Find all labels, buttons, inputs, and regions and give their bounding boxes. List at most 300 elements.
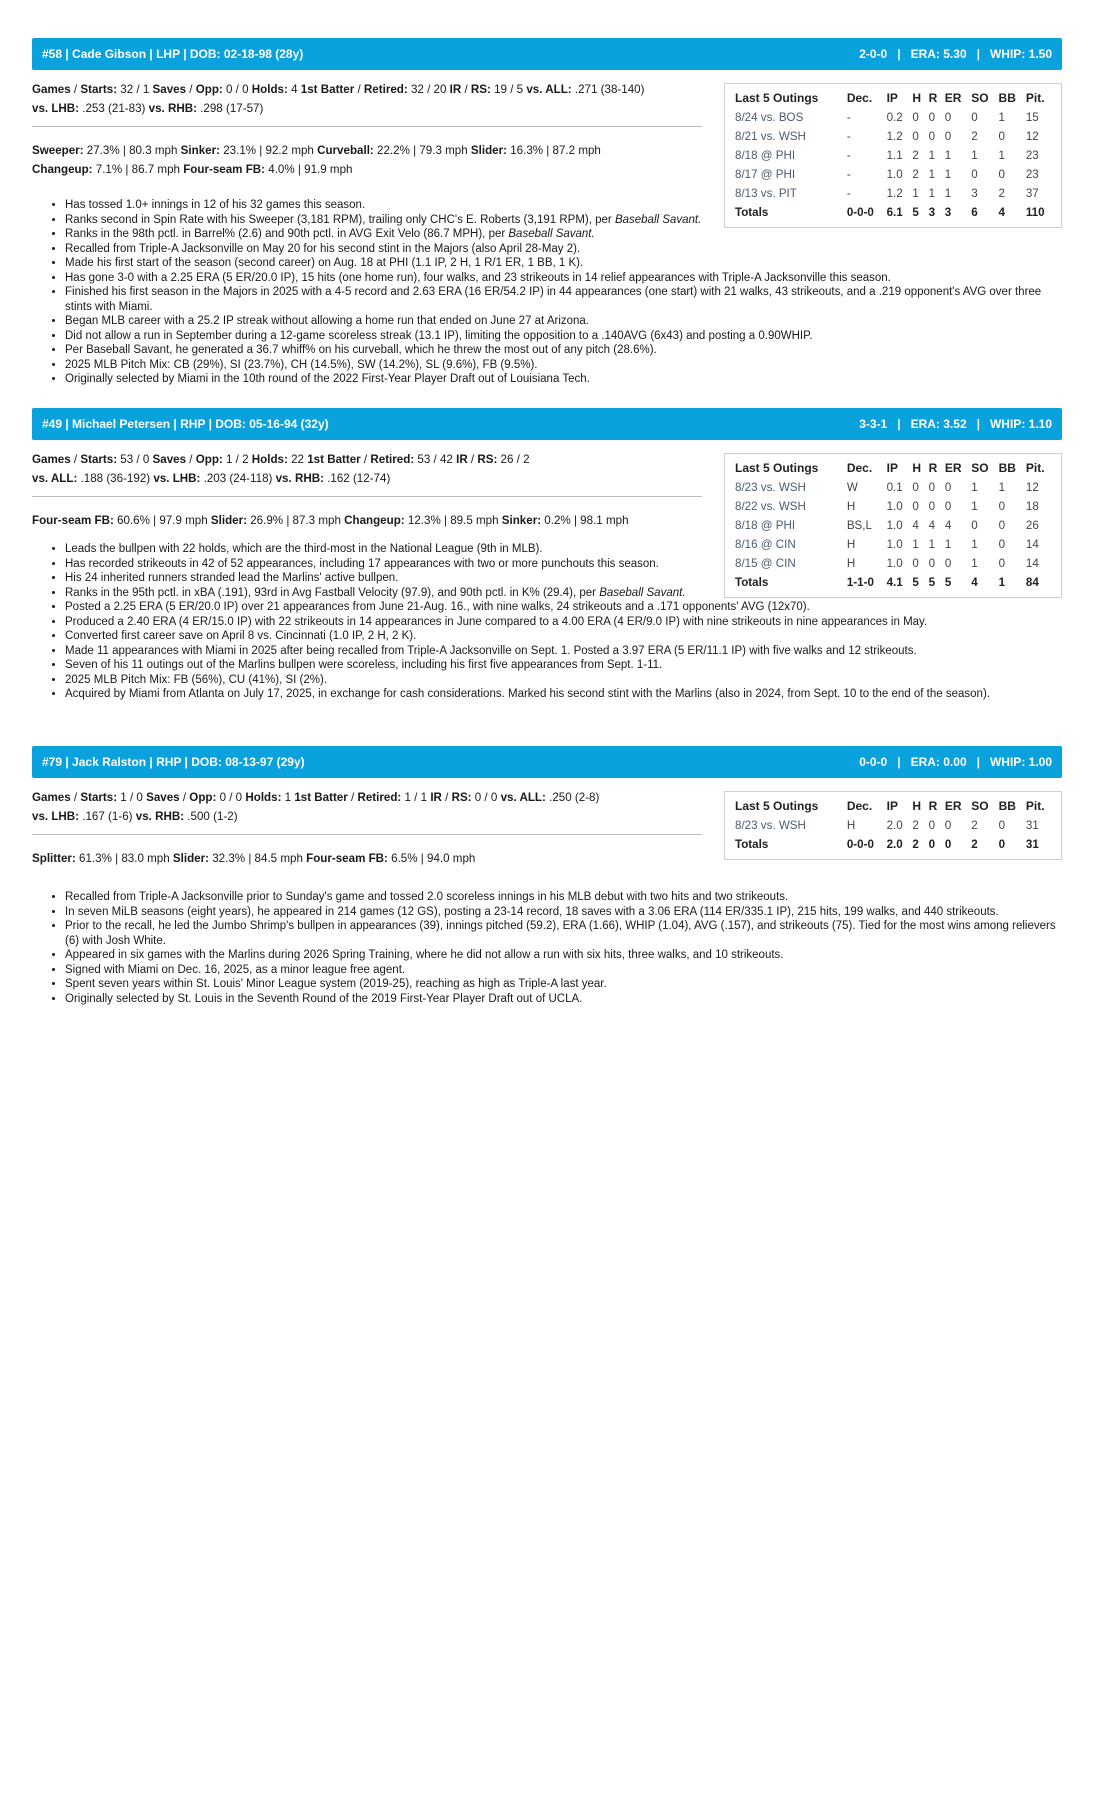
column-header: Pit. <box>1025 799 1045 813</box>
table-cell: 0 <box>944 111 952 124</box>
table-cell: 31 <box>1025 838 1039 851</box>
table-cell: 1 <box>971 557 978 570</box>
stat-key: Saves <box>152 453 187 466</box>
table-cell: 1 <box>998 576 1006 589</box>
table-cell: 0 <box>928 481 936 494</box>
stat-key: Starts: <box>80 83 118 96</box>
player-card-jack-ralston <box>32 746 1062 1006</box>
note-item: • Has recorded strikeouts in 42 of 52 appearances, including 17 appearances with two or more punchouts this season. <box>65 557 1062 572</box>
note-item: • Converted first career save on April 8 vs. Cincinnati (1.0 IP, 2 H, 2 K). <box>65 629 1062 644</box>
table-cell: 1.0 <box>886 519 903 532</box>
stat-key: / <box>179 791 190 804</box>
table-cell: 4 <box>912 519 919 532</box>
stat-value: .188 (36-192) <box>77 472 154 485</box>
stat-key: Curveball: <box>317 144 374 157</box>
table-cell: 1.2 <box>886 130 903 143</box>
table-cell: - <box>846 111 851 124</box>
stat-key: IR <box>430 791 442 804</box>
stat-key: vs. RHB: <box>135 810 185 823</box>
header-separator: | <box>897 417 901 431</box>
table-cell: 2 <box>998 187 1005 200</box>
stat-key: vs. LHB: <box>32 102 80 115</box>
table-cell: 1.1 <box>886 149 903 162</box>
table-cell: 1.0 <box>886 538 903 551</box>
note-item: • Ranks in the 98th pctl. in Barrel% (2.6) and 90th pctl. in AVG Exit Velo (86.7 MPH), per Baseball Savant. <box>65 227 1062 242</box>
note-item: • Acquired by Miami from Atlanta on July 17, 2025, in exchange for cash considerations. Marked his second stint with the Marlins (also in 2024, from Sept. 10 to the end of the season). <box>65 687 1062 702</box>
season-stats-line-1 <box>32 450 702 469</box>
table-cell: 0 <box>928 500 936 513</box>
player-era: ERA: 0.00 <box>910 755 967 769</box>
column-header: IP <box>886 799 898 813</box>
stat-key: Sinker: <box>180 144 220 157</box>
table-cell: 0 <box>912 481 919 494</box>
column-header: Last 5 Outings <box>735 461 819 475</box>
stat-key: / <box>186 453 196 466</box>
table-cell: 0 <box>928 111 936 124</box>
column-header: IP <box>886 461 898 475</box>
table-cell: 5 <box>912 576 919 589</box>
table-cell: 23 <box>1025 168 1039 181</box>
table-cell: 23 <box>1025 149 1039 162</box>
stat-value: .298 (17-57) <box>196 102 264 115</box>
stat-key: Saves <box>152 83 187 96</box>
stat-value: .253 (21-83) <box>79 102 149 115</box>
table-cell: 0 <box>998 557 1006 570</box>
header-separator: | <box>897 755 901 769</box>
table-cell: 0-0-0 <box>846 838 874 851</box>
stat-value: .167 (1-6) <box>79 810 136 823</box>
table-cell: 3 <box>971 187 978 200</box>
stat-value: 53 / 42 <box>414 453 457 466</box>
table-row <box>733 184 1053 203</box>
table-header-row <box>733 796 1053 816</box>
outing-date-cell: 8/21 vs. WSH <box>735 130 806 143</box>
stat-key: RS: <box>451 791 472 804</box>
table-cell: 2 <box>912 149 919 162</box>
column-header: Dec. <box>846 799 873 813</box>
column-header: BB <box>998 91 1016 105</box>
table-cell: 4 <box>971 576 978 589</box>
stat-value: 1 / 1 <box>401 791 431 804</box>
note-item: • Spent seven years within St. Louis' Minor League system (2019-25), reaching as high as Triple-A last year. <box>65 977 1062 992</box>
table-row <box>733 165 1053 184</box>
stat-value: 0 / 0 <box>222 83 252 96</box>
stat-value: 1 / 2 <box>222 453 252 466</box>
player-header-stats <box>859 417 1052 431</box>
stat-key: Retired: <box>357 791 402 804</box>
table-row <box>733 146 1053 165</box>
header-separator: | <box>976 417 980 431</box>
stat-key: Splitter: <box>32 852 76 865</box>
stat-key: Holds: <box>251 83 288 96</box>
table-cell: 1 <box>912 538 919 551</box>
stat-key: / <box>70 453 81 466</box>
table-cell: 1 <box>944 168 952 181</box>
stat-key: Slider: <box>470 144 507 157</box>
stat-key: / <box>467 453 478 466</box>
table-cell: 1-1-0 <box>846 576 874 589</box>
stat-key: Sinker: <box>501 514 542 527</box>
table-cell: 0-0-0 <box>846 206 874 219</box>
table-cell: 1 <box>998 481 1006 494</box>
last-5-outings-table <box>724 453 1062 598</box>
table-row <box>733 127 1053 146</box>
column-header: SO <box>971 461 989 475</box>
stat-key: Opp: <box>189 791 217 804</box>
outing-date-cell: 8/17 @ PHI <box>735 168 796 181</box>
stat-key: / <box>70 83 81 96</box>
table-cell: - <box>846 130 851 143</box>
player-header-stats <box>859 47 1052 61</box>
table-cell: 2 <box>912 838 919 851</box>
stat-key: Holds: <box>251 453 288 466</box>
table-cell: 0 <box>944 557 952 570</box>
table-cell: 0 <box>998 519 1006 532</box>
column-header: H <box>912 799 922 813</box>
table-cell: H <box>846 557 856 570</box>
note-item: • Recalled from Triple-A Jacksonville on May 20 for his second stint in the Majors (also April 28-May 2). <box>65 242 1062 257</box>
player-header-title: #49 | Michael Petersen | RHP | DOB: 05-16-94 (32y) <box>42 417 329 431</box>
divider <box>32 834 702 835</box>
table-cell: 0 <box>944 481 952 494</box>
player-header-bar <box>32 746 1062 778</box>
stat-value: 32.3% | 84.5 mph <box>209 852 307 865</box>
stat-key: vs. RHB: <box>275 472 324 485</box>
note-item: • Made his first start of the season (second career) on Aug. 18 at PHI (1.1 IP, 2 H, 1 R/1 ER, 1 BB, 1 K). <box>65 256 1062 271</box>
table-cell: 1 <box>912 187 919 200</box>
table-cell: - <box>846 168 851 181</box>
outing-date-cell: 8/23 vs. WSH <box>735 481 806 494</box>
outings-table <box>733 458 1053 592</box>
note-item: • Originally selected by St. Louis in the Seventh Round of the 2019 First-Year Player Draft out of UCLA. <box>65 992 1062 1007</box>
table-cell: 0 <box>912 111 919 124</box>
table-cell: 15 <box>1025 111 1039 124</box>
table-cell: 4.1 <box>886 576 903 589</box>
table-cell: W <box>846 481 858 494</box>
pitch-mix-line-1 <box>32 511 702 530</box>
outing-date-cell: 8/24 vs. BOS <box>735 111 804 124</box>
stat-key: IR <box>449 83 462 96</box>
totals-row <box>733 573 1053 592</box>
stat-key: 1st Batter <box>307 453 361 466</box>
table-cell: 1.2 <box>886 187 903 200</box>
table-cell: 0 <box>944 819 952 832</box>
outings-table <box>733 796 1053 854</box>
outing-date-cell: 8/18 @ PHI <box>735 519 796 532</box>
note-item: • His 24 inherited runners stranded lead the Marlins' active bullpen. <box>65 571 1062 586</box>
stat-key: Four-seam FB: <box>183 163 266 176</box>
player-whip: WHIP: 1.00 <box>989 755 1052 769</box>
stat-key: Games <box>32 791 71 804</box>
stat-key: IR <box>456 453 468 466</box>
stat-key: vs. ALL: <box>526 83 572 96</box>
season-stats-line-1 <box>32 788 702 807</box>
stat-key: Slider: <box>172 852 209 865</box>
column-header: SO <box>971 91 989 105</box>
stat-value: 12.3% | 89.5 mph <box>404 514 502 527</box>
table-cell: 5 <box>944 576 952 589</box>
stat-value: .500 (1-2) <box>184 810 238 823</box>
table-cell: 2 <box>971 130 978 143</box>
table-cell: 31 <box>1025 819 1039 832</box>
stat-value: 53 / 0 <box>117 453 153 466</box>
note-item: • Finished his first season in the Majors in 2025 with a 4-5 record and 2.63 ERA (16 ER/54.2 IP) in 44 appearances (one start) with 21 walks, 43 strikeouts, and a .219 opponent's AVG over three stints with Miami. <box>65 285 1062 314</box>
outing-date-cell: Totals <box>735 838 769 851</box>
note-item: • Recalled from Triple-A Jacksonville prior to Sunday's game and tossed 2.0 scoreless innings in his MLB debut with two hits and two strikeouts. <box>65 890 1062 905</box>
stat-key: Games <box>32 453 71 466</box>
note-item: • Has tossed 1.0+ innings in 12 of his 32 games this season. <box>65 198 1062 213</box>
column-header: ER <box>944 799 962 813</box>
outing-date-cell: Totals <box>735 576 769 589</box>
season-stats-line-2 <box>32 469 702 488</box>
table-cell: 14 <box>1025 538 1039 551</box>
stat-value: 26 / 2 <box>497 453 530 466</box>
player-whip: WHIP: 1.10 <box>989 417 1052 431</box>
table-cell: 0 <box>944 838 952 851</box>
player-card-michael-petersen <box>32 408 1062 702</box>
table-cell: 1 <box>971 149 978 162</box>
note-item: • 2025 MLB Pitch Mix: FB (56%), CU (41%), SI (2%). <box>65 673 1062 688</box>
player-notes-list <box>32 890 1062 1006</box>
table-cell: 2 <box>971 819 978 832</box>
player-record: 2-0-0 <box>859 47 888 61</box>
stat-key: Starts: <box>80 453 118 466</box>
player-header-bar <box>32 408 1062 440</box>
table-cell: 1 <box>944 187 952 200</box>
pitch-mix-line-1 <box>32 849 702 868</box>
outing-date-cell: 8/13 vs. PIT <box>735 187 797 200</box>
divider <box>32 496 702 497</box>
player-record: 3-3-1 <box>859 417 888 431</box>
stat-key: vs. ALL: <box>500 791 546 804</box>
column-header: IP <box>886 91 898 105</box>
table-row <box>733 535 1053 554</box>
stat-value: 0.2% | 98.1 mph <box>541 514 629 527</box>
outing-date-cell: 8/22 vs. WSH <box>735 500 806 513</box>
stat-key: Sweeper: <box>32 144 84 157</box>
table-cell: 2.0 <box>886 838 903 851</box>
table-cell: 1 <box>944 538 952 551</box>
column-header: H <box>912 461 922 475</box>
table-cell: 4 <box>998 206 1005 219</box>
stat-value: 23.1% | 92.2 mph <box>219 144 318 157</box>
table-cell: 0 <box>998 130 1005 143</box>
table-cell: 0 <box>971 111 978 124</box>
note-item: • Ranks in the 95th pctl. in xBA (.191), 93rd in Avg Fastball Velocity (97.9), and 90th pctl. in K% (29.4), per Baseball Savant. <box>65 586 1062 601</box>
stat-value: 32 / 1 <box>117 83 153 96</box>
note-item: • Per Baseball Savant, he generated a 36.7 whiff% on his curveball, which he threw the most out of any pitch (28.6%). <box>65 343 1062 358</box>
player-header-title: #58 | Cade Gibson | LHP | DOB: 02-18-98 (28y) <box>42 47 304 61</box>
note-item: • Ranks second in Spin Rate with his Sweeper (3,181 RPM), trailing only CHC's E. Roberts (3,191 RPM), per Baseball Savant. <box>65 213 1062 228</box>
stat-key: / <box>347 791 358 804</box>
stat-value: .250 (2-8) <box>545 791 600 804</box>
table-cell: 4 <box>944 519 952 532</box>
outing-date-cell: 8/15 @ CIN <box>735 557 796 570</box>
player-era: ERA: 3.52 <box>910 417 967 431</box>
stat-key: Four-seam FB: <box>32 514 114 527</box>
table-row <box>733 478 1053 497</box>
table-cell: H <box>846 500 856 513</box>
stat-key: Saves <box>146 791 180 804</box>
note-item: • Began MLB career with a 25.2 IP streak without allowing a home run that ended on June 27 at Arizona. <box>65 314 1062 329</box>
table-cell: 1 <box>971 481 978 494</box>
stat-value: 4 <box>287 83 301 96</box>
stat-value: 16.3% | 87.2 mph <box>506 144 601 157</box>
table-cell: 0 <box>998 168 1005 181</box>
column-header: ER <box>944 461 962 475</box>
last-5-outings-table <box>724 791 1062 860</box>
stat-key: vs. ALL: <box>32 472 78 485</box>
stat-key: Slider: <box>210 514 247 527</box>
player-header-bar <box>32 38 1062 70</box>
note-item: • Originally selected by Miami in the 10th round of the 2022 First-Year Player Draft out of Louisiana Tech. <box>65 372 1062 387</box>
table-cell: 26 <box>1025 519 1039 532</box>
table-row <box>733 816 1053 835</box>
table-cell: BS,L <box>846 519 872 532</box>
player-header-title: #79 | Jack Ralston | RHP | DOB: 08-13-97 (29y) <box>42 755 305 769</box>
column-header: BB <box>998 799 1016 813</box>
stat-value: .203 (24-118) <box>200 472 276 485</box>
stat-key: vs. LHB: <box>32 810 80 823</box>
table-cell: 0 <box>928 838 936 851</box>
stat-key: Holds: <box>245 791 282 804</box>
stat-key: RS: <box>477 453 498 466</box>
table-cell: 0 <box>912 500 919 513</box>
note-item: • Made 11 appearances with Miami in 2025 after being recalled from Triple-A Jacksonville on Sept. 1. Posted a 3.97 ERA (5 ER/11.1 IP) with five walks and 12 strikeouts. <box>65 644 1062 659</box>
table-cell: 6 <box>971 206 978 219</box>
table-row <box>733 516 1053 535</box>
stat-key: RS: <box>470 83 491 96</box>
column-header: ER <box>944 91 962 105</box>
stat-value: 4.0% | 91.9 mph <box>265 163 353 176</box>
divider <box>32 126 702 127</box>
table-cell: 0 <box>971 519 978 532</box>
outing-date-cell: 8/16 @ CIN <box>735 538 796 551</box>
table-cell: 0 <box>998 819 1006 832</box>
table-cell: 0.2 <box>886 111 903 124</box>
note-item: • Prior to the recall, he led the Jumbo Shrimp's bullpen in appearances (39), innings pitched (59.2), ERA (1.66), WHIP (1.04), AVG (.157), and strikeouts (75). Tied for the most wins among relievers (6) with Josh White. <box>65 919 1062 948</box>
stat-value: 1 / 0 <box>117 791 147 804</box>
outing-date-cell: 8/23 vs. WSH <box>735 819 806 832</box>
table-cell: 5 <box>928 576 936 589</box>
stat-value: 22 <box>287 453 308 466</box>
table-cell: 3 <box>928 206 936 219</box>
table-cell: 1 <box>928 168 936 181</box>
note-item: • Appeared in six games with the Marlins during 2026 Spring Training, where he did not allow a run with six hits, three walks, and 10 strikeouts. <box>65 948 1062 963</box>
stat-key: / <box>441 791 452 804</box>
note-item: • Leads the bullpen with 22 holds, which are the third-most in the National League (9th in MLB). <box>65 542 1062 557</box>
player-header-stats <box>859 755 1052 769</box>
table-cell: 0 <box>971 168 978 181</box>
stat-key: Opp: <box>195 83 223 96</box>
table-cell: 18 <box>1025 500 1039 513</box>
column-header: R <box>928 461 938 475</box>
table-row <box>733 108 1053 127</box>
stat-key: Changeup: <box>344 514 405 527</box>
note-item: • Did not allow a run in September during a 12-game scoreless streak (13.1 IP), limiting the opposition to a .140AVG (6x43) and posting a 0.90WHIP. <box>65 329 1062 344</box>
pitch-mix-line-1 <box>32 141 702 160</box>
stat-key: / <box>186 83 196 96</box>
table-cell: 5 <box>912 206 919 219</box>
table-cell: H <box>846 819 856 832</box>
column-header: BB <box>998 461 1016 475</box>
stat-key: Games <box>32 83 71 96</box>
column-header: Dec. <box>846 91 873 105</box>
table-header-row <box>733 458 1053 478</box>
table-cell: 1 <box>971 500 978 513</box>
table-cell: 37 <box>1025 187 1039 200</box>
stat-key: 1st Batter <box>294 791 348 804</box>
last-5-outings-table <box>724 83 1062 228</box>
note-item: • Signed with Miami on Dec. 16, 2025, as a minor league free agent. <box>65 963 1062 978</box>
table-cell: 1 <box>998 111 1005 124</box>
table-cell: 1 <box>971 538 978 551</box>
table-cell: 1.0 <box>886 500 903 513</box>
stat-value: 60.6% | 97.9 mph <box>113 514 211 527</box>
season-stats-line-1 <box>32 80 702 99</box>
totals-row <box>733 835 1053 854</box>
stat-key: 1st Batter <box>300 83 355 96</box>
player-era: ERA: 5.30 <box>910 47 967 61</box>
note-item: • Produced a 2.40 ERA (4 ER/15.0 IP) with 22 strikeouts in 14 appearances in June compared to a 4.00 ERA (4 ER/9.0 IP) with nine strikeouts in nine appearances in May. <box>65 615 1062 630</box>
table-cell: 0 <box>928 130 936 143</box>
table-cell: 0 <box>998 538 1006 551</box>
table-cell: 2 <box>912 168 919 181</box>
stat-key: / <box>360 453 371 466</box>
note-item: • 2025 MLB Pitch Mix: CB (29%), SI (23.7%), CH (14.5%), SW (14.2%), SL (9.6%), FB (9.5%). <box>65 358 1062 373</box>
table-cell: 0 <box>944 130 952 143</box>
stat-value: 7.1% | 86.7 mph <box>92 163 184 176</box>
stat-key: Retired: <box>370 453 415 466</box>
table-cell: 1.0 <box>886 168 903 181</box>
table-cell: 0 <box>998 500 1006 513</box>
totals-row <box>733 203 1053 222</box>
column-header: R <box>928 91 938 105</box>
table-cell: 110 <box>1025 206 1045 219</box>
player-whip: WHIP: 1.50 <box>989 47 1052 61</box>
pitch-mix-line-2 <box>32 160 702 179</box>
table-cell: 0 <box>912 557 919 570</box>
stat-value: 27.3% | 80.3 mph <box>83 144 181 157</box>
column-header: Dec. <box>846 461 873 475</box>
stat-value: 22.2% | 79.3 mph <box>373 144 471 157</box>
table-cell: 2.0 <box>886 819 903 832</box>
table-row <box>733 497 1053 516</box>
stat-key: / <box>461 83 471 96</box>
column-header: H <box>912 91 922 105</box>
table-cell: 0 <box>928 557 936 570</box>
table-cell: 14 <box>1025 557 1039 570</box>
outing-date-cell: 8/18 @ PHI <box>735 149 796 162</box>
stat-key: / <box>354 83 364 96</box>
table-cell: 0 <box>912 130 919 143</box>
stat-value: 32 / 20 <box>407 83 450 96</box>
table-cell: 1 <box>944 149 952 162</box>
stat-value: 0 / 0 <box>216 791 246 804</box>
column-header: R <box>928 799 938 813</box>
stat-key: vs. RHB: <box>148 102 197 115</box>
stat-key: vs. LHB: <box>153 472 201 485</box>
table-cell: 84 <box>1025 576 1039 589</box>
table-cell: H <box>846 538 856 551</box>
table-cell: 1 <box>928 538 936 551</box>
table-row <box>733 554 1053 573</box>
outing-date-cell: Totals <box>735 206 769 219</box>
note-item: • In seven MiLB seasons (eight years), he appeared in 214 games (12 GS), posting a 23-14 record, 18 saves with a 3.06 ERA (114 ER/335.1 IP), 215 hits, 199 walks, and 440 strikeouts. <box>65 905 1062 920</box>
stat-value: .162 (12-74) <box>323 472 391 485</box>
header-separator: | <box>976 755 980 769</box>
table-cell: 12 <box>1025 130 1039 143</box>
